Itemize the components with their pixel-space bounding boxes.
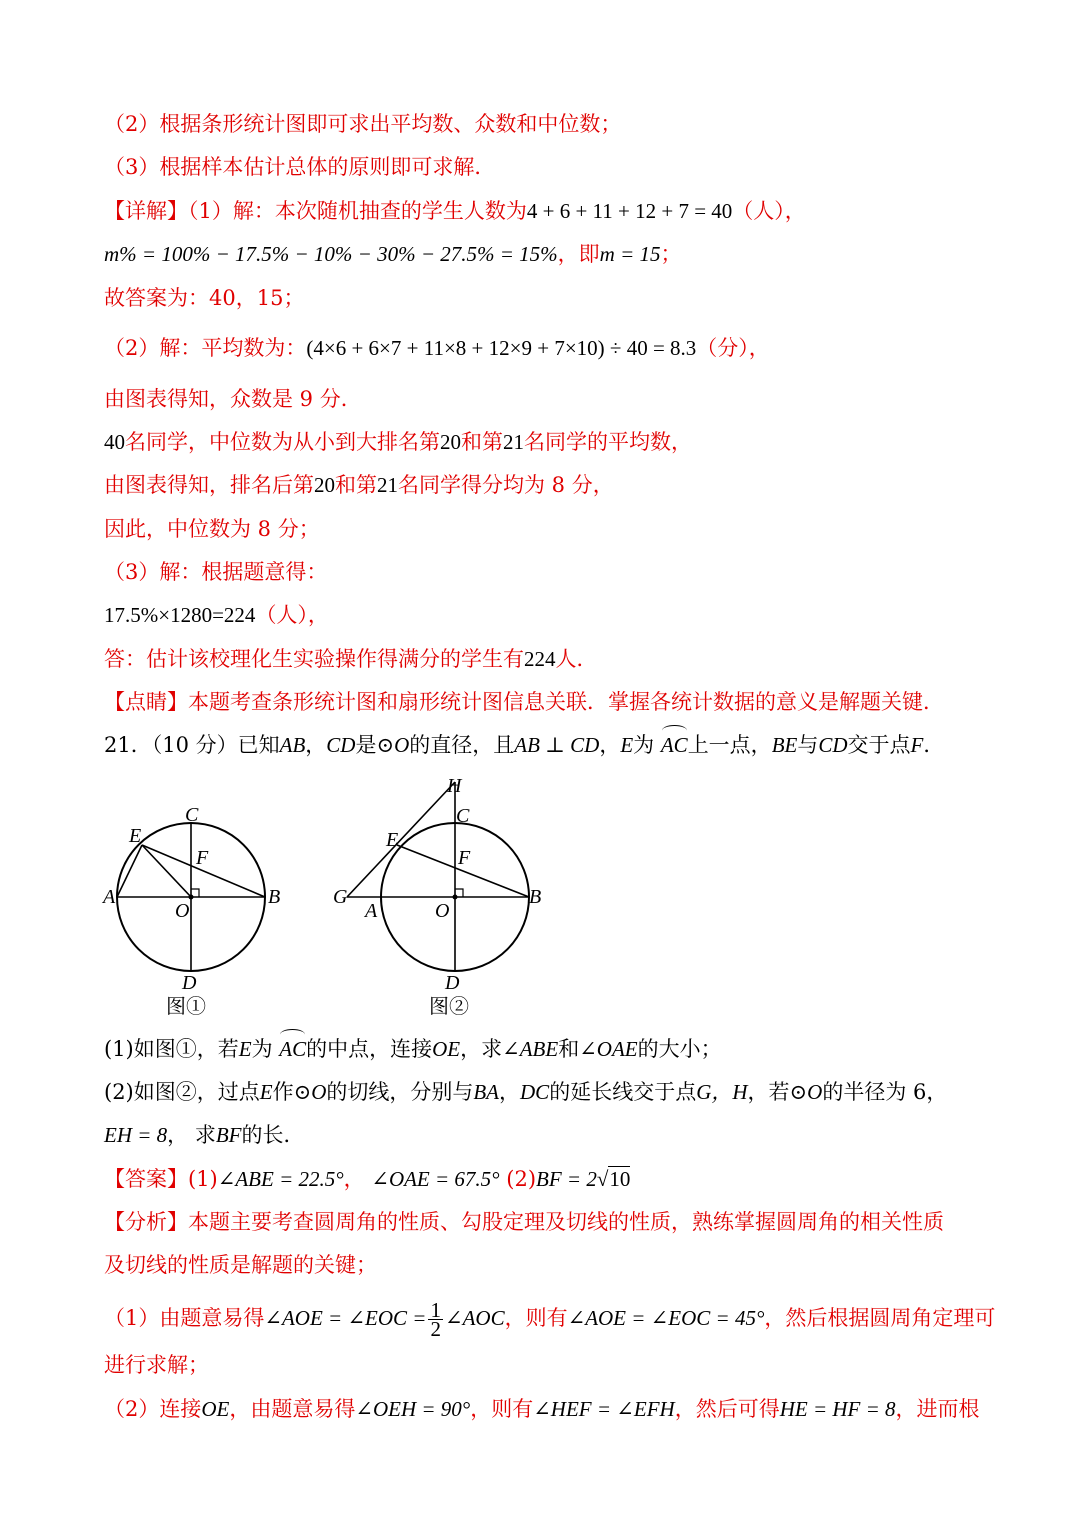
q21-e: E xyxy=(620,733,634,757)
calc3-line xyxy=(104,601,329,629)
p2-bf: BF xyxy=(215,1123,242,1147)
p1-and: 和 xyxy=(558,1037,580,1061)
p2-c: 的切线，分别与 xyxy=(326,1080,474,1104)
label-d: D xyxy=(182,972,197,994)
p2-b: 作⊙ xyxy=(272,1080,312,1104)
m-then: ，即 xyxy=(557,242,600,266)
frac-num: 1 xyxy=(430,1298,441,1322)
q21-line xyxy=(104,731,944,759)
m-line xyxy=(104,240,682,268)
part1-question xyxy=(104,1035,722,1063)
label-o: O xyxy=(435,900,450,922)
answer-1: 故答案为：40，15； xyxy=(104,286,305,310)
a2-b: ，由题意易得 xyxy=(229,1397,356,1421)
segment-oe xyxy=(142,845,191,897)
q21-a: 21．（10 分）已知 xyxy=(104,733,280,757)
m-value: m = 15 xyxy=(599,242,661,266)
comment-tag: 【点睛】 xyxy=(104,690,188,714)
label-e: E xyxy=(386,829,399,851)
label-b: B xyxy=(529,886,542,908)
p2-a: (2)如图②，过点 xyxy=(104,1080,260,1104)
n21b: 21 xyxy=(377,473,398,497)
a2-c: ，则有 xyxy=(470,1397,534,1421)
final-num: 224 xyxy=(524,647,556,671)
p2-o2: O xyxy=(807,1080,823,1104)
p2-o: O xyxy=(311,1080,327,1104)
q21-be: BE xyxy=(771,733,798,757)
label-c: C xyxy=(185,804,199,826)
a1-eq2: ∠AOE = ∠EOC = 45° xyxy=(567,1306,765,1330)
ans2-rad: 10 xyxy=(609,1167,631,1191)
p1-b: 为 xyxy=(251,1037,273,1061)
p1-a: (1)如图①，若 xyxy=(104,1037,239,1061)
ans1-label: (1) xyxy=(188,1167,218,1191)
center-dot xyxy=(189,895,194,900)
comment-line xyxy=(104,688,944,716)
label-d: D xyxy=(445,972,460,994)
label-f: F xyxy=(196,847,209,869)
ans-comma: ， xyxy=(343,1167,365,1191)
analysis-tag: 【分析】 xyxy=(104,1210,188,1234)
answer-line: 【答案】(1)∠ABE = 22.5°， ∠OAE = 67.5° (2)BF = 2√10 xyxy=(104,1167,631,1191)
label-g: G xyxy=(333,886,348,908)
q21-e2: 上一点， xyxy=(687,733,772,757)
calc3: 17.5%×1280=224 xyxy=(104,603,256,627)
p2-g: ， 求 xyxy=(167,1123,216,1147)
a1-b: ，则有 xyxy=(504,1306,568,1330)
caption-1: 图① xyxy=(166,996,206,1018)
label-a: A xyxy=(365,900,378,922)
analysis-l1: 本题主要考查圆周角的性质、勾股定理及切线的性质，熟练掌握圆周角的相关性质 xyxy=(188,1210,944,1234)
label-c: C xyxy=(456,805,470,827)
p2-d: 的延长线交于点 xyxy=(549,1080,697,1104)
ans-tag: 【答案】 xyxy=(104,1167,188,1191)
p1-e: E xyxy=(238,1037,252,1061)
p2-e: E xyxy=(259,1080,273,1104)
t3: 名同学的平均数， xyxy=(524,430,692,454)
part2-question-2 xyxy=(104,1121,305,1149)
a2-eq3: HE = HF = 8 xyxy=(779,1397,896,1421)
t6: 名同学得分均为 8 分， xyxy=(398,473,614,497)
detail-tag: 【详解】 xyxy=(104,199,188,223)
figure-2 xyxy=(325,770,555,1025)
arc-ac-2: AC xyxy=(279,1037,307,1061)
p1-e2: 的大小； xyxy=(637,1037,722,1061)
step3-solve: （3）解：根据题意得： xyxy=(104,560,328,584)
label-o: O xyxy=(175,900,190,922)
mode-line: 由图表得知，众数是 9 分． xyxy=(104,387,362,411)
ans2-label: (2) xyxy=(506,1167,537,1191)
mean-label: （2）解：平均数为： xyxy=(104,336,307,360)
label-b: B xyxy=(268,886,281,908)
q21-o: O xyxy=(394,733,410,757)
a2-oe: OE xyxy=(201,1397,230,1421)
p1-oe: OE xyxy=(432,1037,461,1061)
q21-ab: AB xyxy=(279,733,306,757)
a1-c: ，然后根据圆周角定理可 xyxy=(764,1306,996,1330)
a2-eq2: ∠HEF = ∠EFH xyxy=(533,1397,675,1421)
label-f: F xyxy=(458,847,471,869)
mean-eq: (4×6 + 6×7 + 11×8 + 12×9 + 7×10) ÷ 40 = 8.3 xyxy=(306,336,697,360)
detail-text: （1）解：本次随机抽查的学生人数为 xyxy=(188,199,527,223)
ans2-bf: BF = 2 xyxy=(536,1167,597,1191)
t4: 由图表得知，排名后第 xyxy=(104,473,314,497)
analysis-1 xyxy=(104,1298,996,1341)
n20b: 20 xyxy=(314,473,335,497)
label-e: E xyxy=(129,825,142,847)
median-line-1 xyxy=(104,428,692,456)
frac-den: 2 xyxy=(430,1317,441,1341)
median-line-2 xyxy=(104,471,614,499)
m-end: ； xyxy=(660,242,682,266)
p1-abe: ∠ABE xyxy=(502,1037,559,1061)
q21-perp: AB ⊥ CD xyxy=(514,733,600,757)
p2-dc: DC xyxy=(520,1080,550,1104)
a2-a: （2）连接 xyxy=(104,1397,202,1421)
detail-line-1 xyxy=(104,197,806,225)
step2-hint: （2）根据条形统计图即可求出平均数、众数和中位数； xyxy=(104,112,622,136)
tangent-gh xyxy=(347,782,455,897)
a1-aoc: ∠AOC xyxy=(444,1306,505,1330)
a1-a: （1）由题意易得 xyxy=(104,1306,265,1330)
arc-ac: AC xyxy=(660,733,688,757)
q21-comma2: ， xyxy=(599,733,621,757)
p1-c: 的中点，连接 xyxy=(306,1037,433,1061)
analysis-2 xyxy=(104,1395,980,1423)
analysis-line-1 xyxy=(104,1208,944,1236)
figure-1 xyxy=(95,795,305,1025)
a1-eq-left: ∠AOE = ∠EOC = xyxy=(264,1306,427,1330)
q21-cd: CD xyxy=(326,733,356,757)
caption-2: 图② xyxy=(429,996,469,1018)
label-a: A xyxy=(103,886,116,908)
comment-text: 本题考查条形统计图和扇形统计图信息关联．掌握各统计数据的意义是解题关键． xyxy=(188,690,944,714)
median-conclusion: 因此，中位数为 8 分； xyxy=(104,517,320,541)
q21-F: F xyxy=(910,733,924,757)
calc3-unit: （人）， xyxy=(255,603,329,627)
t2: 和第 xyxy=(461,430,503,454)
q21-b: 是⊙ xyxy=(355,733,395,757)
t5: 和第 xyxy=(335,473,377,497)
mean-unit: （分）， xyxy=(696,336,770,360)
part2-question-1 xyxy=(104,1078,947,1106)
center-dot xyxy=(453,895,458,900)
p2-ba: BA xyxy=(473,1080,500,1104)
unit-person: （人）， xyxy=(732,199,806,223)
mean-line xyxy=(104,334,770,362)
p2-eh: EH = 8 xyxy=(104,1123,168,1147)
step3-hint: （3）根据样本估计总体的原则即可求解． xyxy=(104,155,496,179)
p1-oae: ∠OAE xyxy=(579,1037,638,1061)
a2-eq1: ∠OEH = 90° xyxy=(355,1397,471,1421)
q21-cd2: CD xyxy=(818,733,848,757)
t1: 名同学，中位数为从小到大排名第 xyxy=(125,430,440,454)
p2-comma: ， xyxy=(499,1080,521,1104)
final-a: 答：估计该校理化生实验操作得满分的学生有 xyxy=(104,647,524,671)
a2-e: ，进而根 xyxy=(895,1397,980,1421)
q21-f: 与 xyxy=(797,733,819,757)
p2-f: 的半径为 6， xyxy=(822,1080,948,1104)
ans1-abe: ∠ABE = 22.5° xyxy=(217,1167,344,1191)
n40: 40 xyxy=(104,430,125,454)
a2-d: ，然后可得 xyxy=(674,1397,780,1421)
q21-end: ． xyxy=(923,733,945,757)
q21-d: 为 xyxy=(633,733,655,757)
p2-h: 的长． xyxy=(241,1123,305,1147)
fraction-half xyxy=(428,1298,443,1341)
analysis-1-cont: 进行求解； xyxy=(104,1353,209,1377)
n20: 20 xyxy=(440,430,461,454)
q21-g: 交于点 xyxy=(847,733,911,757)
student-count-eq: 4 + 6 + 11 + 12 + 7 = 40 xyxy=(526,199,733,223)
q21-c: 的直径，且 xyxy=(409,733,515,757)
analysis-line-2: 及切线的性质是解题的关键； xyxy=(104,1253,377,1277)
final-answer xyxy=(104,645,598,673)
label-h: H xyxy=(447,775,462,797)
m-percent-eq: m% = 100% − 17.5% − 10% − 30% − 27.5% = 15% xyxy=(104,242,558,266)
p2-gh: G，H xyxy=(696,1080,748,1104)
n21: 21 xyxy=(503,430,524,454)
p1-d: ，求 xyxy=(460,1037,503,1061)
q21-comma: ， xyxy=(305,733,327,757)
ans1-oae: ∠OAE = 67.5° xyxy=(371,1167,500,1191)
final-b: 人． xyxy=(555,647,598,671)
p2-e2: ，若⊙ xyxy=(747,1080,808,1104)
